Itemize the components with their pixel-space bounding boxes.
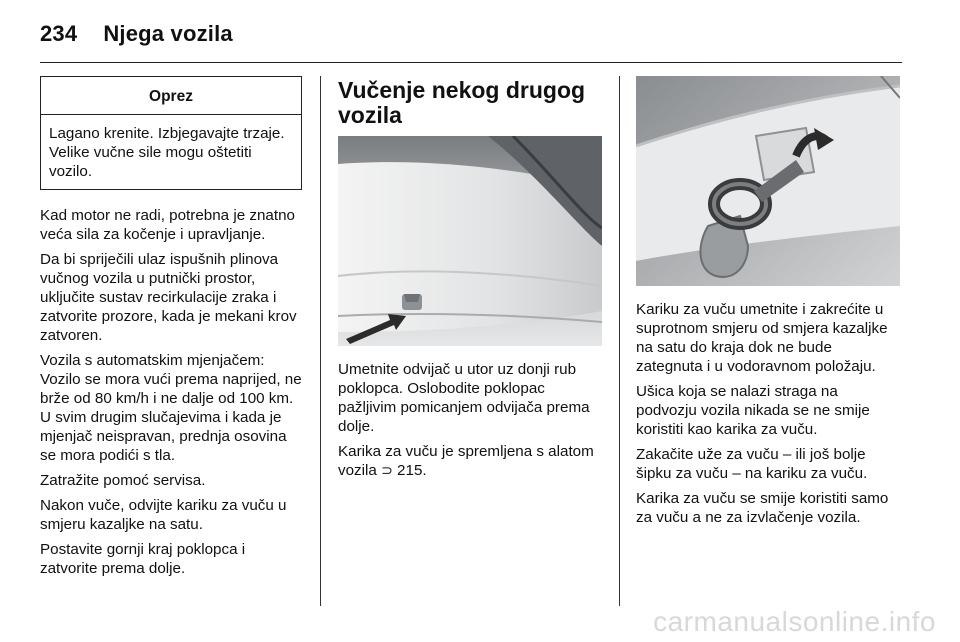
watermark: carmanualsonline.info [653,606,936,637]
column-1 [40,76,302,584]
paragraph: Kad motor ne radi, potrebna je znatno veća sila za kočenje i upravljanje. [40,207,295,243]
paragraph: Ušica koja se nalazi straga na podvozju vozila nikada se ne smije koristiti kao karika za vuču. [636,383,870,438]
paragraph: Da bi spriječili ulaz ispušnih plinova vučnog vozila u putnički prostor, uključite sustav recirkulacije zraka i zatvorite prozore, kada je mekani krov zatvoren. [40,251,297,344]
paragraph: Postavite gornji kraj poklopca i zatvorite prema dolje. [40,541,246,577]
paragraph: Nakon vuče, odvijte kariku za vuču u smjeru kazaljke na satu. [40,497,287,533]
page-title: Njega vozila [103,21,233,46]
page-header [40,14,233,54]
page-reference-number: 215. [397,462,427,479]
column-divider-1 [320,76,321,606]
caution-text: Lagano krenite. Izbjegavajte trzaje. Velike vučne sile mogu oštetiti vozilo. [49,125,285,180]
page-number: 234 [40,21,78,46]
paragraph: Zakačite uže za vuču – ili još bolje šipku za vuču – na kariku za vuču. [636,446,868,482]
caution-box [40,76,302,190]
cross-reference-text: Karika za vuču je spremljena s alatom vozila [338,443,594,479]
column-2 [338,76,602,486]
paragraph: Kariku za vuču umetnite i zakrećite u suprotnom smjeru od smjera kazaljke na satu do kraja dok ne bude zategnuta i u vodoravnom položaju. [636,301,888,375]
paragraph: Umetnite odvijač u utor uz donji rub poklopca. Oslobodite poklopac pažljivim pomicanjem odvijača prema dolje. [338,361,590,435]
cross-reference [338,442,602,480]
column-3 [636,76,900,533]
header-divider [40,62,902,63]
page-reference-icon: ⊃ [381,462,393,478]
caution-title: Oprez [41,77,301,115]
towing-eye-illustration [636,76,900,286]
section-title: Vučenje nekog drugog vozila [338,77,586,128]
bumper-cover-illustration [338,136,602,346]
column-divider-2 [619,76,620,606]
paragraph: Zatražite pomoć servisa. [40,472,206,489]
paragraph: Vozila s automatskim mjenjačem: Vozilo se mora vući prema naprijed, ne brže od 80 km/h i ne dalje od 100 km. U svim drugim slučajevima i kada je mjenjač neispravan, prednja osovina se mora podići s tla. [40,352,302,464]
paragraph: Karika za vuču se smije koristiti samo za vuču a ne za izvlačenje vozila. [636,490,889,526]
